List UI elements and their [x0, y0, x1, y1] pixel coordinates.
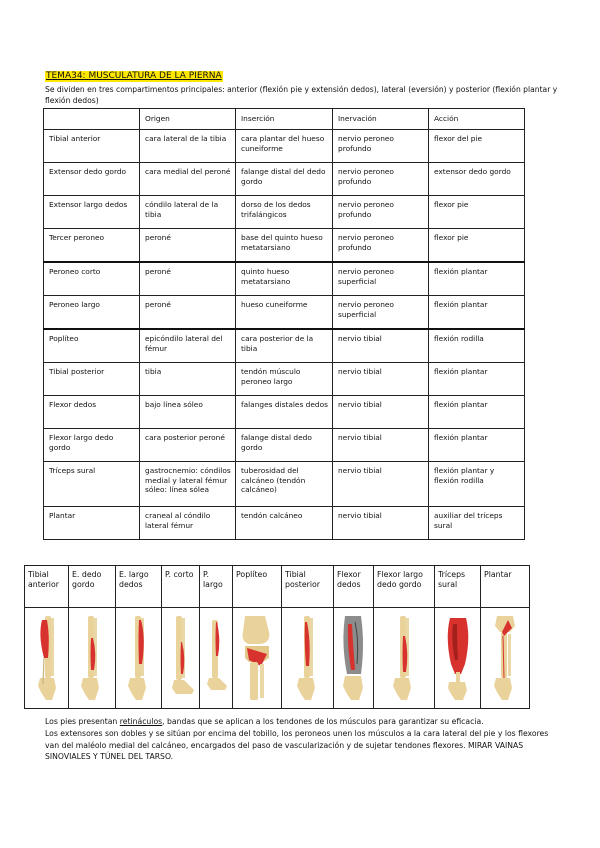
- table-cell: nervio peroneo superficial: [333, 262, 429, 296]
- table-cell: cóndilo lateral de la tibia: [140, 196, 236, 229]
- table-cell: tendón músculo peroneo largo: [236, 363, 333, 396]
- retinaculos-term: retináculos: [119, 717, 163, 726]
- muscle-pictures-table: [24, 565, 530, 709]
- pictures-label-row: [25, 566, 530, 608]
- table-header-row: [44, 109, 525, 130]
- table-cell: auxiliar del tríceps sural: [429, 507, 525, 540]
- table-row: [44, 296, 525, 330]
- table-cell: tendón calcáneo: [236, 507, 333, 540]
- table-header-cell: Origen: [140, 109, 236, 130]
- table-row: [44, 429, 525, 462]
- table-cell: Flexor dedos: [44, 396, 140, 429]
- picture-label: P. corto: [162, 566, 200, 608]
- table-cell: Tercer peroneo: [44, 229, 140, 263]
- table-cell: Extensor dedo gordo: [44, 163, 140, 196]
- table-cell: Tríceps sural: [44, 462, 140, 507]
- table-cell: tibia: [140, 363, 236, 396]
- table-cell: nervio tibial: [333, 363, 429, 396]
- tibialis-anterior-illustration: [30, 614, 64, 702]
- table-row: [44, 262, 525, 296]
- peroneus-brevis-illustration: [164, 614, 198, 702]
- table-cell: peroné: [140, 262, 236, 296]
- table-row: [44, 130, 525, 163]
- table-cell: nervio tibial: [333, 507, 429, 540]
- page-title: TEMA34: MUSCULATURA DE LA PIERNA: [46, 71, 222, 81]
- peroneus-longus-illustration: [201, 614, 231, 702]
- footer-paragraph-1: [45, 716, 550, 728]
- pictures-image-row: [25, 608, 530, 709]
- picture-cell: [435, 608, 481, 709]
- picture-label: Plantar: [481, 566, 530, 608]
- table-cell: bajo línea sóleo: [140, 396, 236, 429]
- extensor-hallucis-illustration: [75, 614, 109, 702]
- table-cell: craneal al cóndilo lateral fémur: [140, 507, 236, 540]
- table-cell: cara posterior peroné: [140, 429, 236, 462]
- table-row: [44, 396, 525, 429]
- table-row: [44, 163, 525, 196]
- table-cell: flexión plantar: [429, 296, 525, 330]
- table-cell: nervio peroneo profundo: [333, 196, 429, 229]
- picture-cell: [69, 608, 116, 709]
- table-header-cell: Acción: [429, 109, 525, 130]
- flexor-hallucis-illustration: [387, 614, 421, 702]
- picture-label: Tibial posterior: [282, 566, 334, 608]
- table-cell: cara lateral de la tibia: [140, 130, 236, 163]
- picture-label: Tibial anterior: [25, 566, 69, 608]
- table-cell: base del quinto hueso metatarsiano: [236, 229, 333, 263]
- table-cell: Flexor largo dedo gordo: [44, 429, 140, 462]
- picture-cell: [334, 608, 374, 709]
- picture-label: E. largo dedos: [116, 566, 162, 608]
- table-header-cell: Inserción: [236, 109, 333, 130]
- table-header-cell: [44, 109, 140, 130]
- table-cell: nervio peroneo profundo: [333, 163, 429, 196]
- extensor-digitorum-illustration: [122, 614, 156, 702]
- table-cell: cara plantar del hueso cuneiforme: [236, 130, 333, 163]
- table-cell: flexión plantar y flexión rodilla: [429, 462, 525, 507]
- table-cell: Peroneo largo: [44, 296, 140, 330]
- picture-label: Flexor dedos: [334, 566, 374, 608]
- table-cell: Extensor largo dedos: [44, 196, 140, 229]
- table-cell: Poplíteo: [44, 329, 140, 363]
- picture-label: P. largo: [200, 566, 233, 608]
- picture-label: Flexor largo dedo gordo: [374, 566, 435, 608]
- table-cell: extensor dedo gordo: [429, 163, 525, 196]
- picture-cell: [282, 608, 334, 709]
- table-cell: dorso de los dedos trifalángicos: [236, 196, 333, 229]
- picture-cell: [200, 608, 233, 709]
- footer-notes: [45, 716, 550, 763]
- table-cell: flexor pie: [429, 196, 525, 229]
- tibialis-posterior-illustration: [291, 614, 325, 702]
- table-cell: flexión plantar: [429, 363, 525, 396]
- table-cell: cara medial del peroné: [140, 163, 236, 196]
- plantaris-illustration: [488, 614, 522, 702]
- table-cell: tuberosidad del calcáneo (tendón calcáneo): [236, 462, 333, 507]
- picture-cell: [481, 608, 530, 709]
- table-row: [44, 229, 525, 263]
- picture-label: Poplíteo: [233, 566, 282, 608]
- picture-label: Tríceps sural: [435, 566, 481, 608]
- popliteus-illustration: [235, 614, 279, 702]
- table-cell: peroné: [140, 229, 236, 263]
- table-cell: flexión plantar: [429, 396, 525, 429]
- table-cell: nervio tibial: [333, 396, 429, 429]
- table-row: [44, 507, 525, 540]
- picture-cell: [374, 608, 435, 709]
- table-cell: falange distal dedo gordo: [236, 429, 333, 462]
- table-row: [44, 462, 525, 507]
- flexor-digitorum-illustration: [337, 614, 371, 702]
- picture-cell: [116, 608, 162, 709]
- table-cell: cara posterior de la tibia: [236, 329, 333, 363]
- footer-text: Los pies presentan: [45, 717, 120, 726]
- picture-cell: [25, 608, 69, 709]
- table-header-cell: Inervación: [333, 109, 429, 130]
- table-cell: flexor pie: [429, 229, 525, 263]
- table-cell: hueso cuneiforme: [236, 296, 333, 330]
- table-cell: Tibial posterior: [44, 363, 140, 396]
- table-cell: falange distal del dedo gordo: [236, 163, 333, 196]
- picture-cell: [162, 608, 200, 709]
- table-cell: epicóndilo lateral del fémur: [140, 329, 236, 363]
- table-cell: Plantar: [44, 507, 140, 540]
- table-cell: Peroneo corto: [44, 262, 140, 296]
- table-cell: flexión plantar: [429, 262, 525, 296]
- table-cell: quinto hueso metatarsiano: [236, 262, 333, 296]
- triceps-surae-illustration: [441, 614, 475, 702]
- table-row: [44, 196, 525, 229]
- picture-label: E. dedo gordo: [69, 566, 116, 608]
- picture-cell: [233, 608, 282, 709]
- table-row: [44, 363, 525, 396]
- table-cell: Tibial anterior: [44, 130, 140, 163]
- table-cell: peroné: [140, 296, 236, 330]
- table-row: [44, 329, 525, 363]
- table-cell: flexión rodilla: [429, 329, 525, 363]
- table-cell: nervio tibial: [333, 329, 429, 363]
- table-cell: nervio peroneo profundo: [333, 229, 429, 263]
- table-cell: flexión plantar: [429, 429, 525, 462]
- table-cell: nervio peroneo profundo: [333, 130, 429, 163]
- table-cell: falanges distales dedos: [236, 396, 333, 429]
- table-cell: gastrocnemio: cóndilos medial y lateral fémur sóleo: línea sólea: [140, 462, 236, 507]
- table-cell: nervio peroneo superficial: [333, 296, 429, 330]
- table-cell: nervio tibial: [333, 429, 429, 462]
- intro-text: Se dividen en tres compartimentos principales: anterior (flexión pie y extensión dedos), lateral (eversión) y posterior (flexión plantar y flexión dedos): [45, 85, 558, 105]
- muscle-table: [43, 108, 525, 540]
- footer-text: , bandas que se aplican a los tendones de los músculos para garantizar su eficacia.: [162, 717, 484, 726]
- footer-paragraph-2: Los extensores son dobles y se sitúan por encima del tobillo, los peroneos unen los músculos a la cara lateral del pie y los flexores van del maléolo medial del calcáneo, encargados del paso de vascularización y de sujetar tendones flexores. MIRAR VAINAS SINOVIALES Y TÚNEL DEL TARSO.: [45, 728, 549, 762]
- table-cell: flexor del pie: [429, 130, 525, 163]
- table-cell: nervio tibial: [333, 462, 429, 507]
